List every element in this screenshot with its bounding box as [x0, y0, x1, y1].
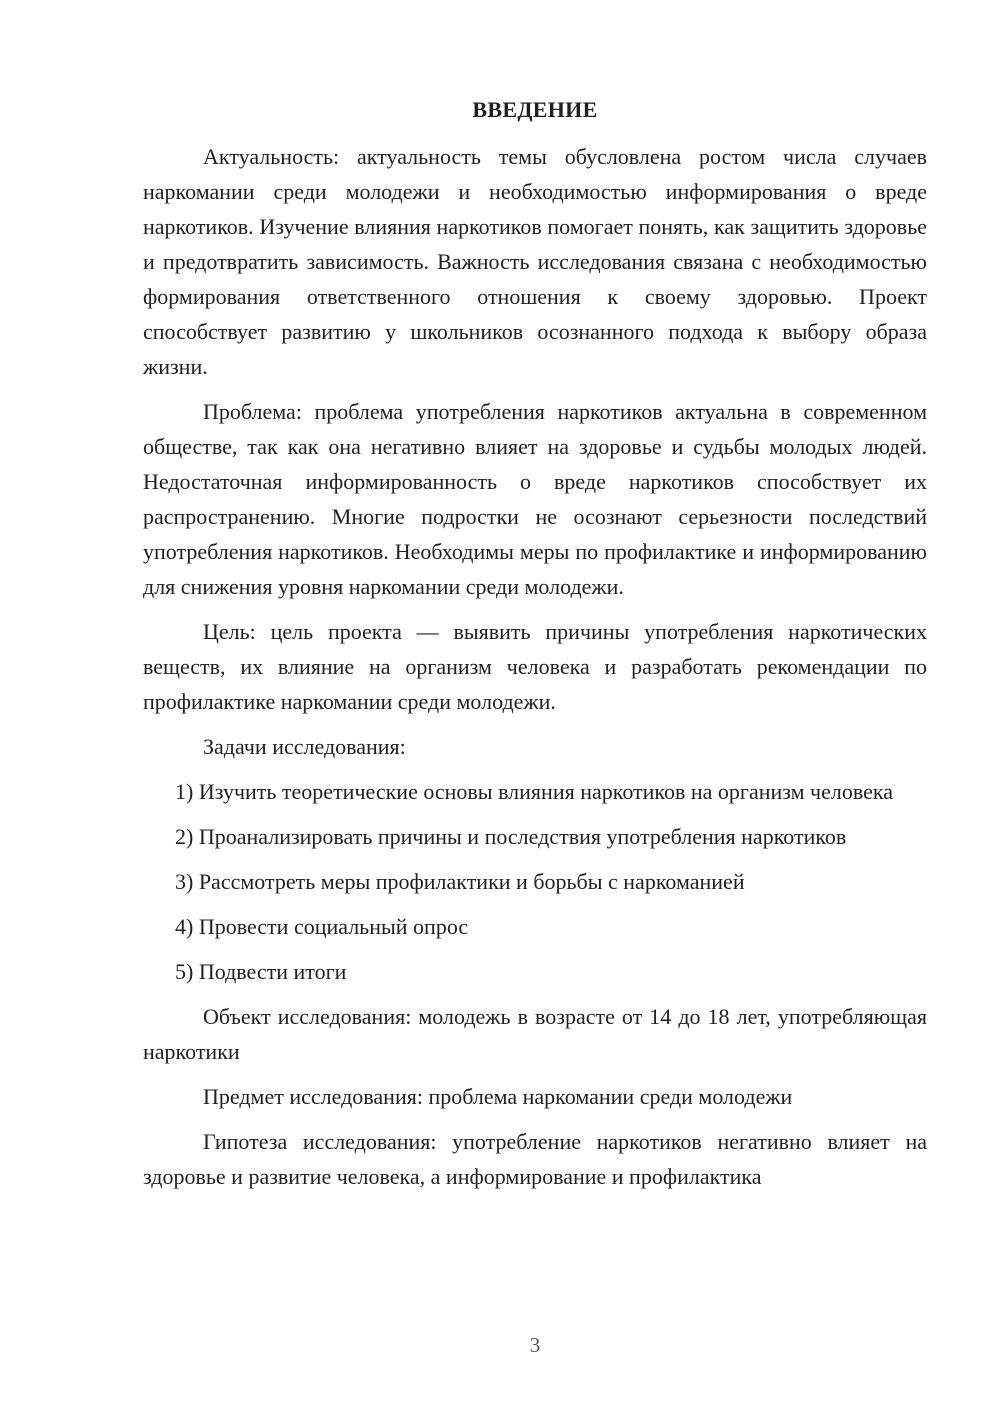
subject-paragraph: Предмет исследования: проблема наркомании среди молодежи [203, 1084, 793, 1109]
task-item-3: 3) Рассмотреть меры профилактики и борьбы с наркоманией [175, 869, 745, 894]
page-number: 3 [529, 1333, 541, 1357]
section-heading: ВВЕДЕНИЕ [472, 97, 598, 122]
task-item-4: 4) Провести социальный опрос [175, 914, 469, 939]
problem-paragraph: Проблема: проблема употребления наркотиков актуальна в современном обществе, так как она негативно влияет на здоровье и судьбы молодых людей. Недостаточная информированность о вреде наркотиков способствует их распространению. Многие подростки не осознают серьезности последствий употребления наркотиков. Необходимы меры по профилактике и информированию для снижения уровня наркомании среди молодежи. [143, 399, 927, 599]
task-item-5: 5) Подвести итоги [175, 959, 347, 984]
document-page [143, 92, 927, 1204]
goal-paragraph: Цель: цель проекта — выявить причины употребления наркотических веществ, их влияние на организм человека и разработать рекомендации по профилактике наркомании среди молодежи. [143, 619, 927, 714]
relevance-paragraph: Актуальность: актуальность темы обусловлена ростом числа случаев наркомании среди молодежи и необходимостью информирования о вреде наркотиков. Изучение влияния наркотиков помогает понять, как защитить здоровье и предотвратить зависимость. Важность исследования связана с необходимостью формирования ответственного отношения к своему здоровью. Проект способствует развитию у школьников осознанного подхода к выбору образа жизни. [143, 144, 927, 379]
object-paragraph: Объект исследования: молодежь в возрасте от 14 до 18 лет, употребляющая наркотики [143, 1004, 927, 1064]
task-item-2: 2) Проанализировать причины и последствия употребления наркотиков [175, 824, 847, 849]
hypothesis-paragraph: Гипотеза исследования: употребление наркотиков негативно влияет на здоровье и развитие человека, а информирование и профилактика [143, 1129, 927, 1189]
task-item-1: 1) Изучить теоретические основы влияния наркотиков на организм человека [175, 779, 894, 804]
tasks-title: Задачи исследования: [203, 734, 406, 759]
